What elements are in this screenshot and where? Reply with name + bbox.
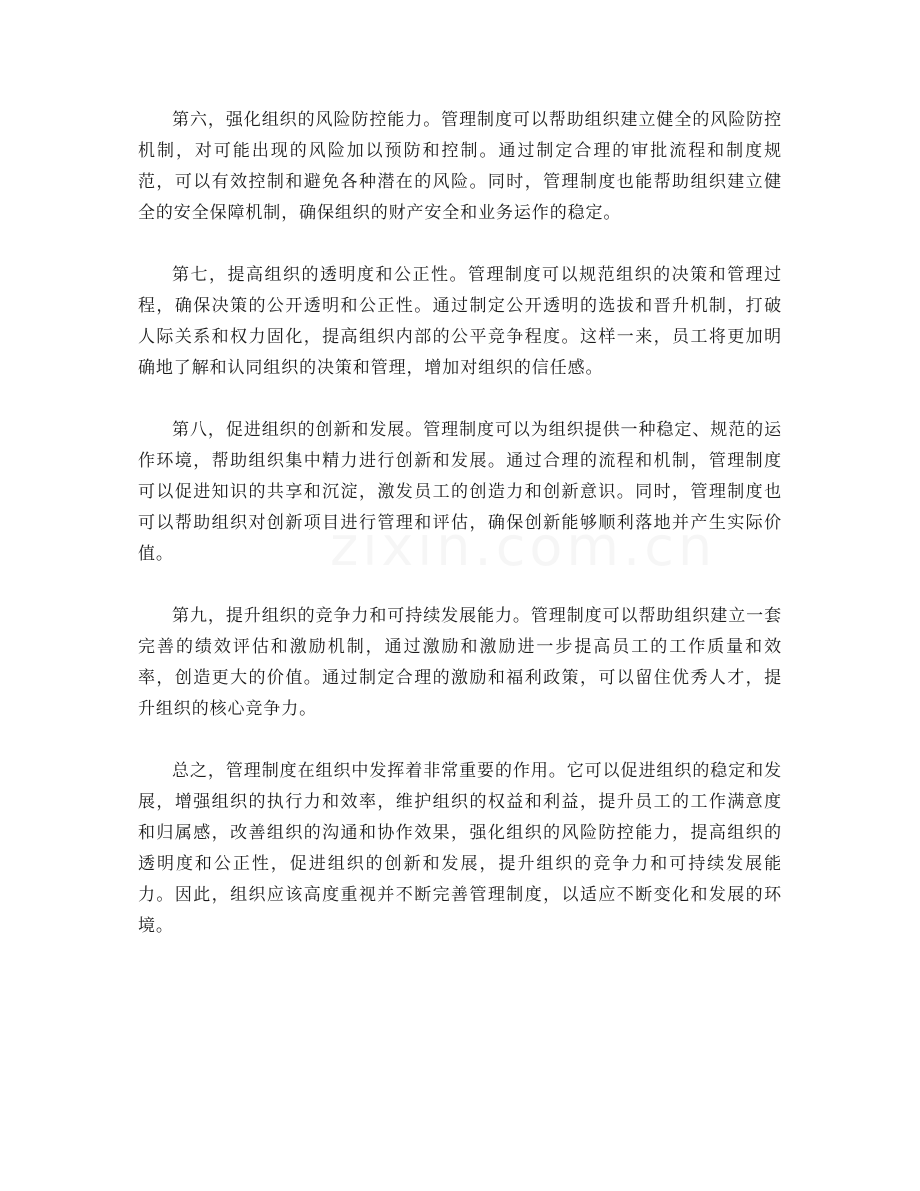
document-body: [138, 105, 782, 973]
paragraph-eighth-point: 第八，促进组织的创新和发展。管理制度可以为组织提供一种稳定、规范的运作环境，帮助组织集中精力进行创新和发展。通过合理的流程和机制，管理制度可以促进知识的共享和沉淀，激发员工的创造力和创新意识。同时，管理制度也可以帮助组织对创新项目进行管理和评估，确保创新能够顺利落地并产生实际价值。: [138, 420, 782, 564]
paragraph-sixth-point: 第六，强化组织的风险防控能力。管理制度可以帮助组织建立健全的风险防控机制，对可能出现的风险加以预防和控制。通过制定合理的审批流程和制度规范，可以有效控制和避免各种潜在的风险。同时，管理制度也能帮助组织建立健全的安全保障机制，确保组织的财产安全和业务运作的稳定。: [138, 110, 782, 223]
paragraph-seventh-point: 第七，提高组织的透明度和公正性。管理制度可以规范组织的决策和管理过程，确保决策的公开透明和公正性。通过制定公开透明的选拔和晋升机制，打破人际关系和权力固化，提高组织内部的公平竞争程度。这样一来，员工将更加明确地了解和认同组织的决策和管理，增加对组织的信任感。: [138, 265, 782, 378]
paragraph-ninth-point: 第九，提升组织的竞争力和可持续发展能力。管理制度可以帮助组织建立一套完善的绩效评估和激励机制，通过激励和激励进一步提高员工的工作质量和效率，创造更大的价值。通过制定合理的激励和福利政策，可以留住优秀人才，提升组织的核心竞争力。: [138, 606, 782, 719]
paragraph-conclusion: 总之，管理制度在组织中发挥着非常重要的作用。它可以促进组织的稳定和发展，增强组织的执行力和效率，维护组织的权益和利益，提升员工的工作满意度和归属感，改善组织的沟通和协作效果，强化组织的风险防控能力，提高组织的透明度和公正性，促进组织的创新和发展，提升组织的竞争力和可持续发展能力。因此，组织应该高度重视并不断完善管理制度，以适应不断变化和发展的环境。: [138, 761, 782, 936]
